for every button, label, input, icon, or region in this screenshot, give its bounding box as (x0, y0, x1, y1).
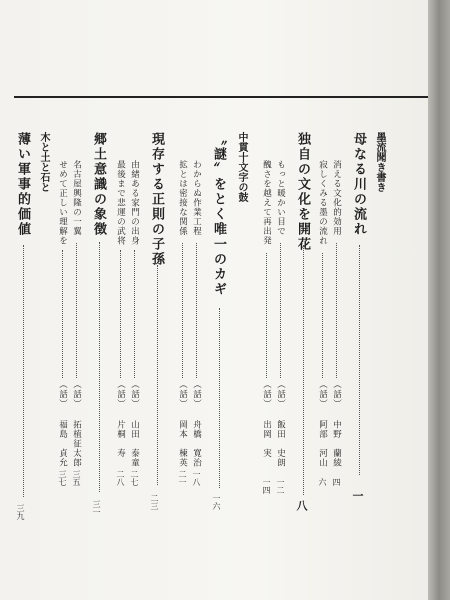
item-title: 由緒ある家門の出身 (129, 160, 140, 246)
leader-line (120, 250, 121, 378)
item-author: 出岡 実 (261, 420, 272, 458)
item-author: 山田 泰童 (129, 420, 140, 468)
item-title: 醜さを越えて再出発 (261, 160, 272, 246)
toc-header: 墨流聞き書き (374, 132, 385, 192)
leader-line (182, 243, 183, 378)
section-title-4: 現存する正則の子孫 (149, 132, 164, 267)
item-tag: （話） (57, 380, 68, 409)
item-page: 二七 (130, 470, 139, 486)
item-tag: （話） (331, 380, 342, 409)
item-author: 福島 貞允 (57, 420, 68, 468)
section-title-1: 母なる川の流れ (351, 132, 366, 237)
section-title-2: 独自の文化を開花 (295, 132, 310, 252)
item-title: もっと暖かい目で (275, 160, 286, 236)
leader-line (76, 243, 77, 378)
leader-line (280, 243, 281, 378)
item-page: 二八 (116, 470, 125, 486)
item-tag: （話） (129, 380, 140, 409)
item-page: 三七 (58, 470, 67, 486)
item-author: 舟橋 寛治 (191, 420, 202, 468)
item-title: 消える文化的効用 (331, 160, 342, 236)
item-title: わからぬ作業工程 (191, 160, 202, 236)
item-page: 四 (332, 478, 341, 486)
leader-line (219, 308, 220, 488)
top-rule (14, 96, 428, 98)
chapter-title: 木と土と石と (38, 132, 49, 192)
item-tag: （話） (261, 380, 272, 409)
leader-line (322, 253, 323, 378)
section-title-5: 郷土意識の象徴 (91, 132, 106, 237)
leader-line (157, 265, 158, 485)
item-title: 拡とは密接な関係 (177, 160, 188, 236)
item-title: 最後まで悲運の武将 (115, 160, 126, 246)
leader-line (336, 243, 337, 378)
item-page: 一二 (276, 478, 285, 494)
item-title: せめて正しい理解を (57, 160, 68, 246)
item-tag: （話） (191, 380, 202, 409)
item-page: 一四 (262, 478, 271, 494)
item-tag: （話） (275, 380, 286, 409)
leader-line (62, 250, 63, 378)
leader-line (134, 250, 135, 378)
section-page-1: 一 (351, 490, 364, 503)
section-page-6: 三九 (16, 504, 25, 520)
item-title: 名古屋興隆の一翼 (71, 160, 82, 236)
item-author: 岡本 楝英 (177, 420, 188, 468)
leader-line (266, 253, 267, 378)
item-page: 三五 (72, 470, 81, 486)
item-author: 片桐 寿 (115, 420, 126, 458)
item-author: 拓植征太郎 (71, 420, 82, 468)
section-title-3: 〝謎〟をとく唯一のカギ (211, 132, 226, 297)
chapter-title: 中貫十文字の鼓 (236, 132, 247, 202)
leader-line (196, 243, 197, 378)
item-tag: （話） (177, 380, 188, 409)
item-page: 二一 (178, 470, 187, 486)
item-page: 一八 (192, 470, 201, 486)
item-title: 寂しくみる墨の流れ (317, 160, 328, 246)
section-page-2: 八 (295, 500, 308, 513)
item-tag: （話） (115, 380, 126, 409)
item-tag: （話） (71, 380, 82, 409)
leader-line (303, 245, 304, 495)
leader-line (359, 245, 360, 475)
leader-line (23, 245, 24, 497)
page-edge (428, 0, 450, 600)
section-page-4: 二三 (150, 494, 159, 510)
section-title-6: 薄い軍事的価値 (15, 132, 30, 237)
section-page-5: 三一 (92, 500, 101, 516)
section-page-3: 一六 (212, 494, 221, 510)
item-page: 六 (318, 478, 327, 486)
leader-line (99, 242, 100, 492)
item-author: 飯田 史朗 (275, 420, 286, 468)
item-tag: （話） (317, 380, 328, 409)
item-author: 中野 蘭綾 (331, 420, 342, 468)
item-author: 阿部 河山 (317, 420, 328, 468)
